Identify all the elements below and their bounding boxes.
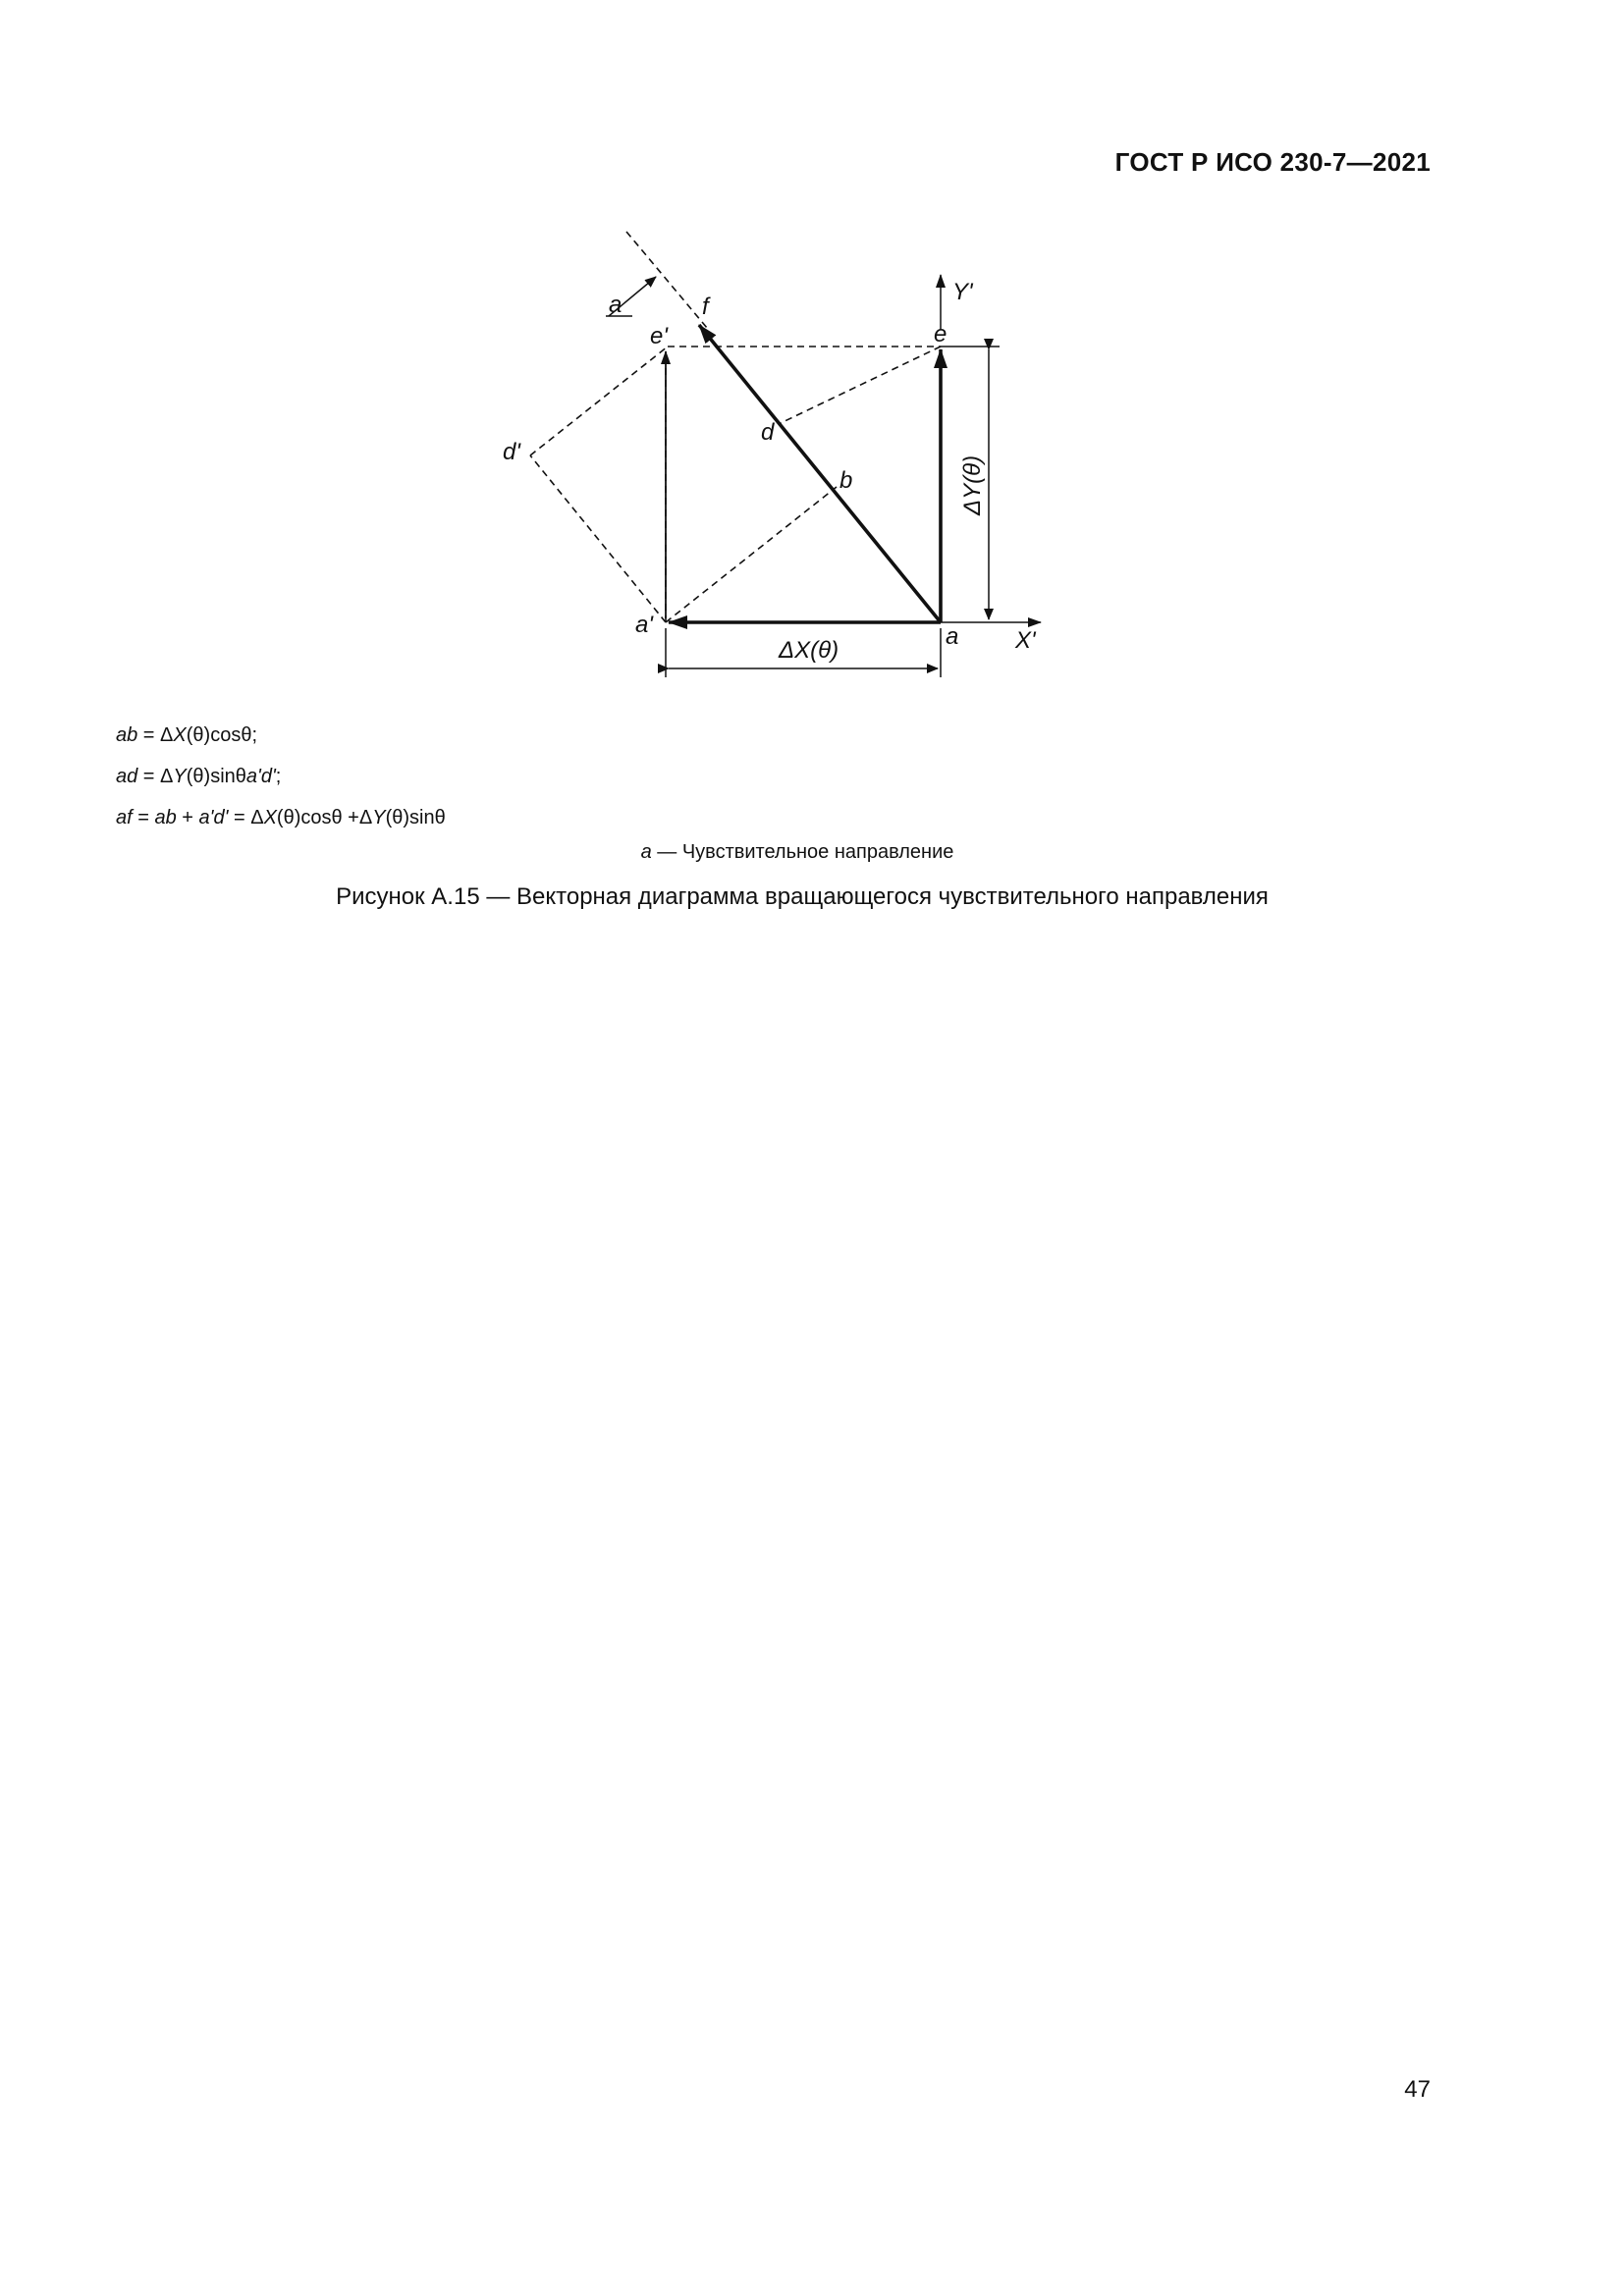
- formula-ab-rest: (θ)cosθ;: [186, 724, 257, 746]
- formula-ab-eq: =: [137, 724, 161, 746]
- dashed-aprime-dprime-line: [530, 455, 666, 622]
- formula-af-eq2: = Δ: [228, 807, 264, 828]
- label-delta-x: ΔX(θ): [779, 637, 839, 664]
- dashed-dprime-eprime-line: [530, 347, 668, 455]
- vector-diagram: [0, 0, 1624, 707]
- vector-a-f: [699, 325, 941, 622]
- formula-ab-lhs: ab: [116, 724, 138, 746]
- formula-ad-delta: Δ: [160, 766, 174, 787]
- formula-ad-tail: a'd': [245, 766, 276, 787]
- label-a-prime: a': [635, 612, 653, 638]
- document-header: ГОСТ Р ИСО 230-7—2021: [1114, 147, 1431, 177]
- formula-af-mid: (θ)cosθ +Δ: [276, 807, 373, 828]
- page-number: 47: [1404, 2076, 1431, 2103]
- formula-af-eq: =: [132, 807, 155, 828]
- legend-text: — Чувствительное направление: [651, 841, 954, 863]
- label-b: b: [839, 467, 853, 494]
- label-x-axis: X': [1015, 627, 1036, 654]
- legend-key: a: [640, 841, 652, 863]
- figure-legend: [0, 841, 1609, 864]
- formula-af-ab: ab: [154, 807, 177, 828]
- figure-caption: Рисунок А.15 — Векторная диаграмма вращающегося чувствительного направления: [336, 883, 1269, 910]
- formulas-block: [116, 715, 446, 838]
- formula-af-end: (θ)sinθ: [385, 807, 446, 828]
- formula-af-y: Y: [372, 807, 386, 828]
- sensitive-direction-line: [626, 232, 707, 328]
- formula-ab-delta: Δ: [160, 724, 174, 746]
- formula-ad-end: ;: [275, 766, 282, 787]
- formula-ad-eq: =: [137, 766, 161, 787]
- formula-ad: [116, 756, 446, 797]
- formula-ad-rest: (θ)sinθ: [186, 766, 246, 787]
- label-d: d: [761, 419, 775, 446]
- formula-af-ad: a'd': [198, 807, 229, 828]
- label-d-prime: d': [503, 439, 520, 465]
- label-delta-y: ΔY(θ): [959, 454, 986, 515]
- label-y-axis: Y': [952, 279, 973, 305]
- dashed-aprime-b-line: [666, 487, 837, 622]
- formula-af-lhs: af: [116, 807, 133, 828]
- formula-af-x: X: [263, 807, 277, 828]
- formula-ab: [116, 715, 446, 756]
- dashed-e-d-line: [779, 347, 941, 424]
- formula-af: [116, 797, 446, 838]
- label-e: e: [934, 321, 947, 347]
- label-e-prime: e': [650, 323, 668, 349]
- formula-ad-var: Y: [173, 766, 187, 787]
- formula-ab-var: X: [173, 724, 187, 746]
- label-a: a: [946, 623, 959, 650]
- formula-ad-lhs: ad: [116, 766, 138, 787]
- formula-af-plus: +: [176, 807, 199, 828]
- label-f: f: [702, 294, 709, 320]
- label-callout-a: a: [609, 292, 623, 318]
